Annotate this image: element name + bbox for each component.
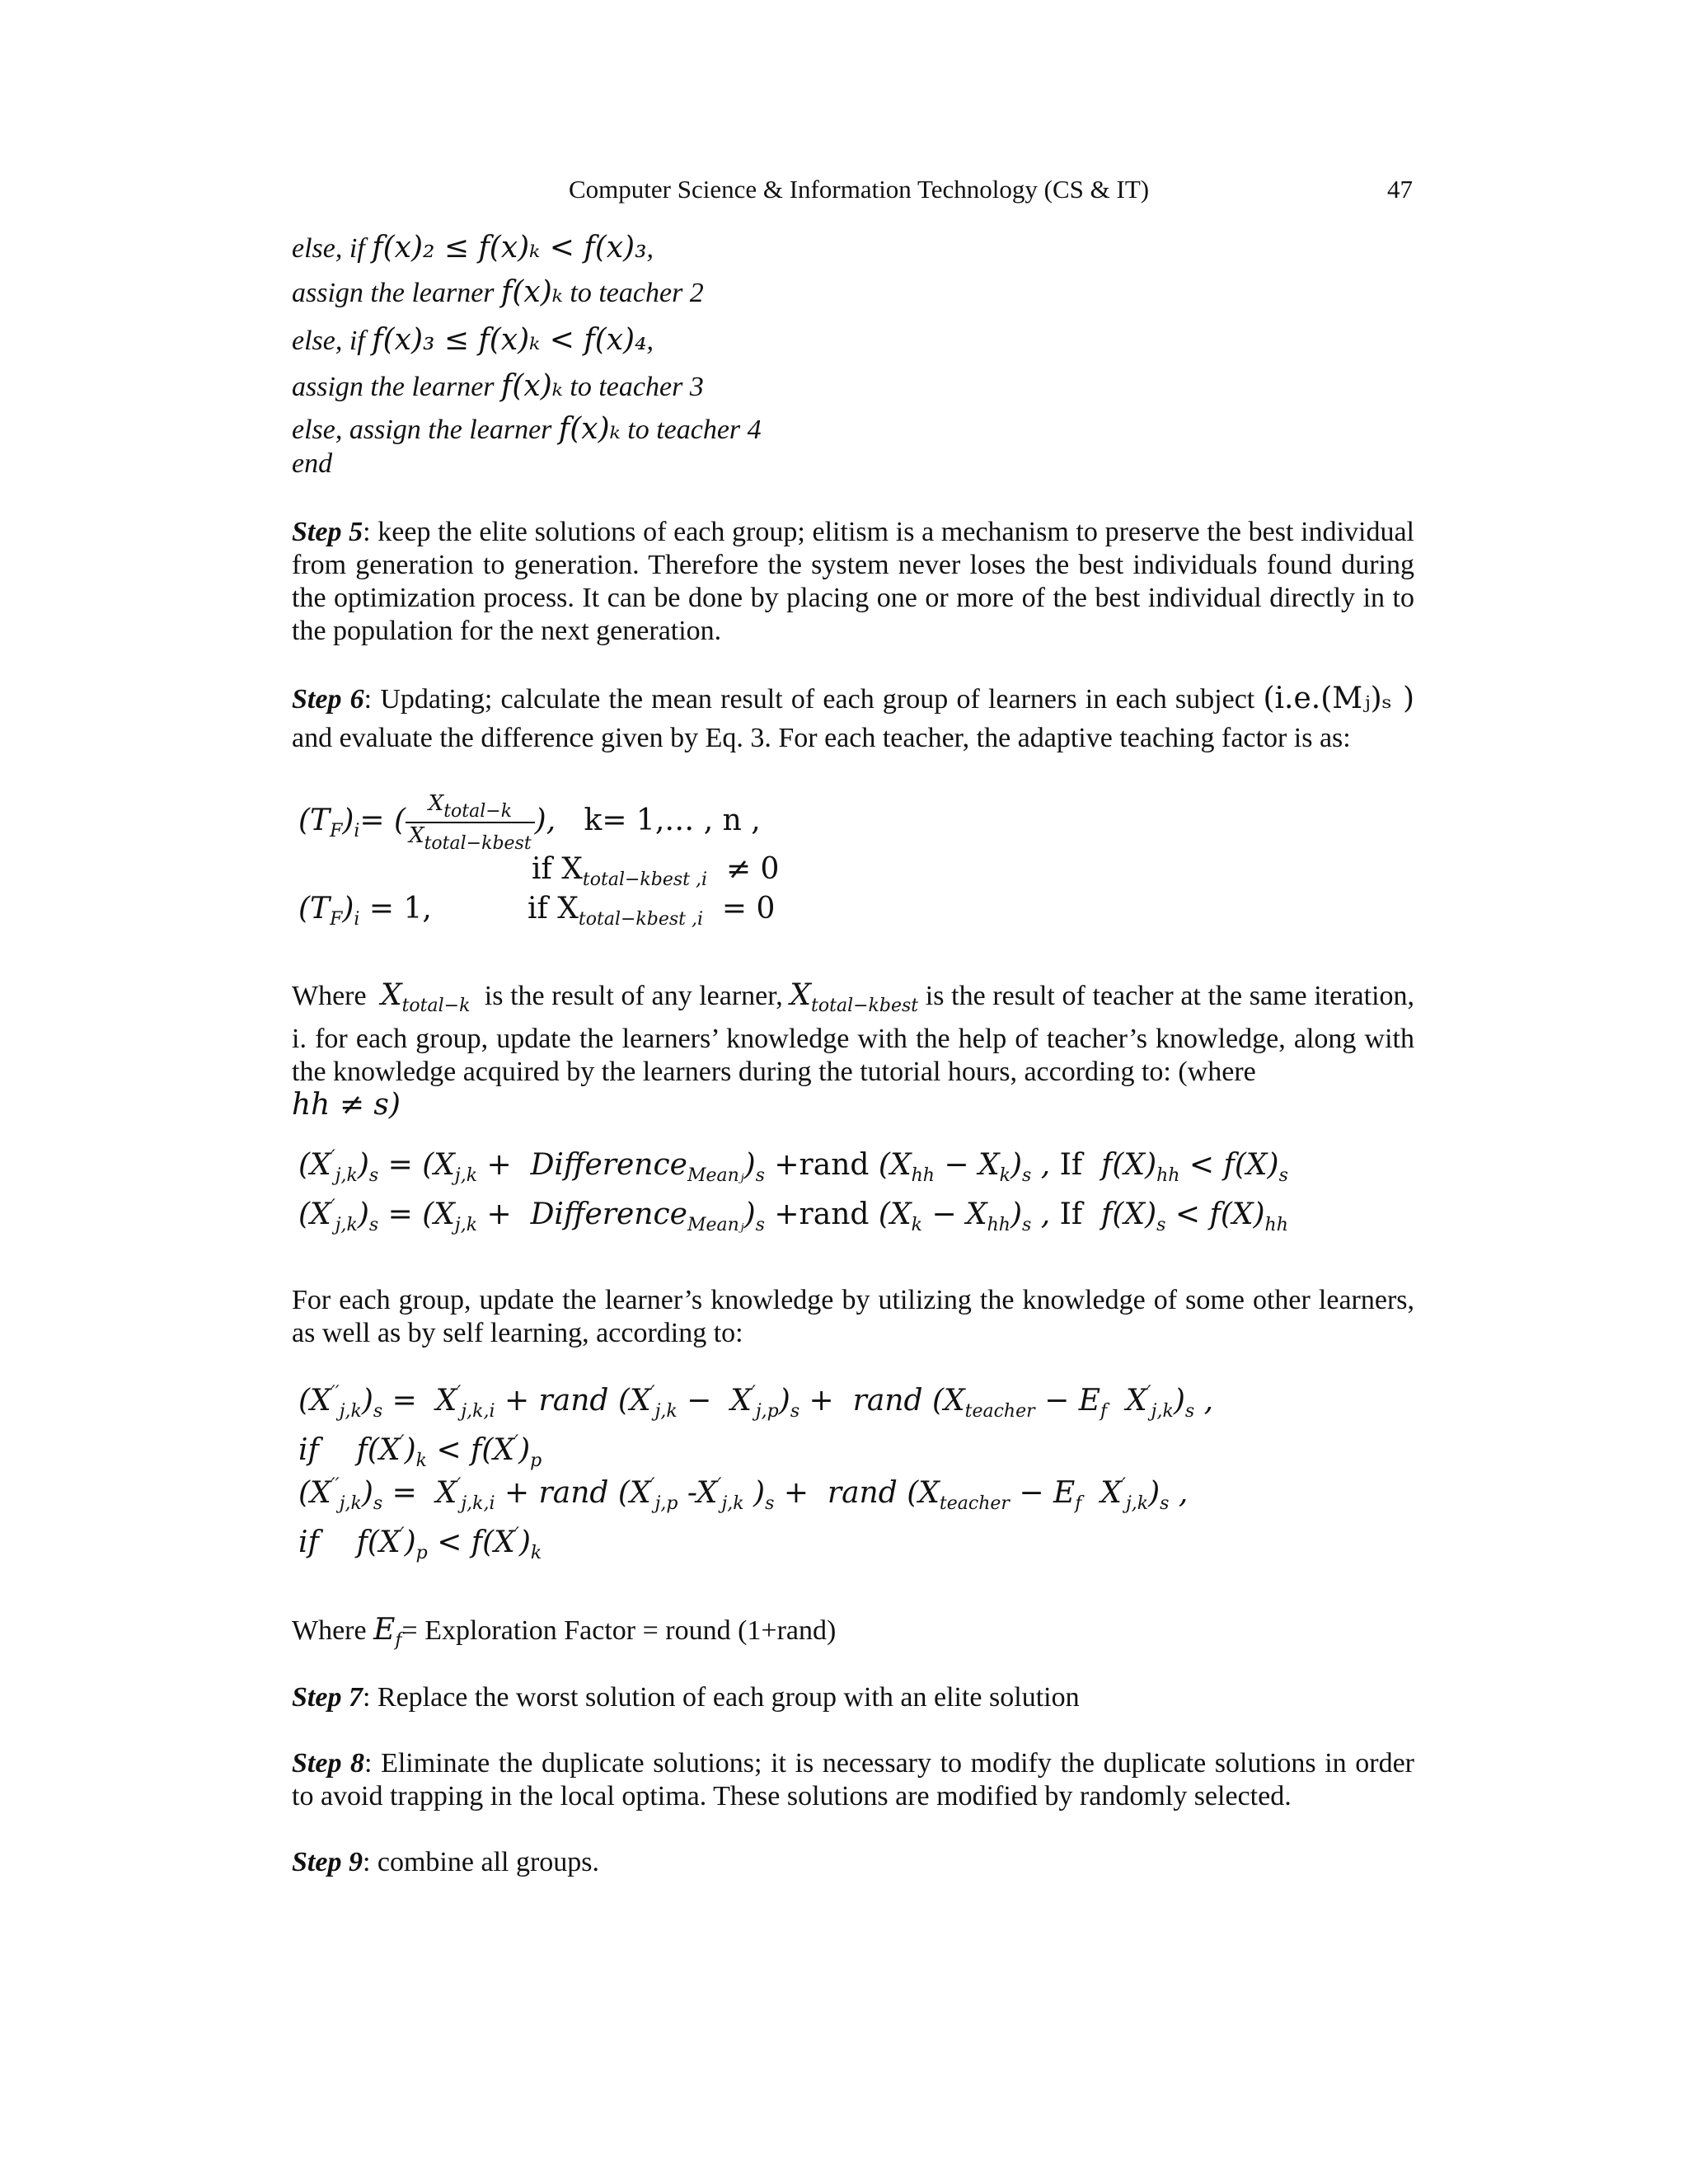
step-label: Step 8: [292, 1748, 365, 1779]
step5-paragraph: Step 5: keep the elite solutions of each group; elitism is a mechanism to preserve the best individual from generation to generation. Therefore the system never loses the best individuals found during the optimization process. It can be done by placing one or more of the best individual directly in to the population for the next generation.: [292, 517, 1414, 646]
equation-teaching-factor-2: $(T_F)_i = 1$,: [298, 892, 432, 930]
algo-line-1: else, if f(x)₂ ≤ f(x)ₖ < f(x)₃,: [292, 231, 654, 265]
math-inline: f(x)ₖ: [501, 369, 563, 403]
algo-line-4: assign the learner f(x)ₖ to teacher 3: [292, 369, 704, 403]
running-header: Computer Science & Information Technology (CS & IT): [569, 175, 1150, 204]
fraction: $\frac{X_{total-k}}{X_{total-kbest}}$: [406, 791, 535, 854]
math-inline: f(x)₂ ≤ f(x)ₖ < f(x)₃: [372, 231, 647, 265]
where-paragraph: Where $X_{total-k}$ is the result of any learner, $X_{total-kbest}$ is the result of teacher at the same iteration, i. for each group, update the learners’ knowledge with the help of teacher’s knowledge, along with the knowledge acquired by the learners during the tutorial hours, according to: (where hh ≠ s): [292, 978, 1415, 1122]
step8-paragraph: Step 8: Eliminate the duplicate solutions; it is necessary to modify the duplicate solutions in order to avoid trapping in the local optima. These solutions are modified by randomly selected.: [292, 1748, 1414, 1811]
step-label: Step 6: [292, 684, 364, 715]
equation-teacher-phase-1: $(X'_{j,k})_s = (X_{j,k}$ + $Difference_{Meanⱼ})_s$ +rand $(X_{hh} - X_k)_s$ , If $f(X)_{hh} < f(X)_s$: [298, 1147, 1288, 1186]
math-inline: f(x)₃ ≤ f(x)ₖ < f(x)₄: [372, 323, 647, 357]
page-number: 47: [1387, 175, 1413, 204]
step6-paragraph-line1: Step 6: Updating; calculate the mean result of each group of learners in each subject (i.e.(Mⱼ)ₛ ): [292, 682, 1415, 715]
math-inline: (i.e.(Mⱼ)ₛ ): [1263, 682, 1415, 715]
algo-line-3: else, if f(x)₃ ≤ f(x)ₖ < f(x)₄,: [292, 323, 654, 357]
math-inline: f(x)ₖ: [501, 275, 563, 309]
step-label: Step 7: [292, 1682, 363, 1713]
equation-learner-condition-2: if $f(X')_p < f(X')_k$: [298, 1525, 542, 1563]
step-label: Step 9: [292, 1847, 363, 1877]
algo-line-end: end: [292, 448, 333, 479]
equation-condition-1: if $X_{total-kbest ,i} \ne 0$: [532, 852, 780, 890]
equation-learner-condition-1: if $f(X')_k < f(X')_p$: [298, 1432, 542, 1471]
learner-phase-paragraph: For each group, update the learner’s knowledge by utilizing the knowledge of some other learners, as well as by self learning, according to:: [292, 1285, 1414, 1348]
equation-learner-phase-1: $(X''_{j,k})_s = X'_{j,k,i}$ + rand $(X'_{j,k} - X'_{j,p})_s$ + rand ($X_{teacher} - E_f$ $X'_{j,k})_s$ ,: [298, 1383, 1214, 1422]
equation-learner-phase-2: $(X''_{j,k})_s = X'_{j,k,i}$ + rand ($X'_{j,p}$ $-X'_{j,k}$ )$_s$ + rand ($X_{teacher} - E_f$ $X'_{j,k})_s$ ,: [298, 1475, 1189, 1514]
step7-paragraph: Step 7: Replace the worst solution of each group with an elite solution: [292, 1682, 1080, 1713]
exploration-factor-definition: Where $E_f=$ Exploration Factor = round (1+rand): [292, 1613, 837, 1651]
equation-condition-2: if $X_{total-kbest ,i} = 0$: [528, 892, 776, 930]
math-inline: hh ≠ s): [292, 1088, 401, 1122]
equation-teaching-factor: $(T_F)_i=$ ( $\frac{X_{total-k}}{X_{total-kbest}}$ ), k= 1,… , n ,: [298, 791, 761, 854]
equation-teacher-phase-2: $(X'_{j,k})_s = (X_{j,k}$ + $Difference_{Meanⱼ})_s$ +rand $(X_k - X_{hh})_s$ , If $f(X)_s < f(X)_{hh}$: [298, 1197, 1288, 1235]
math-inline: f(x)ₖ: [558, 412, 621, 446]
algo-line-2: assign the learner f(x)ₖ to teacher 2: [292, 275, 704, 309]
step9-paragraph: Step 9: combine all groups.: [292, 1847, 600, 1877]
step6-paragraph-line2: and evaluate the difference given by Eq. 3. For each teacher, the adaptive teaching factor is as:: [292, 723, 1351, 753]
step-label: Step 5: [292, 517, 363, 547]
algo-line-5: else, assign the learner f(x)ₖ to teacher 4: [292, 412, 762, 446]
